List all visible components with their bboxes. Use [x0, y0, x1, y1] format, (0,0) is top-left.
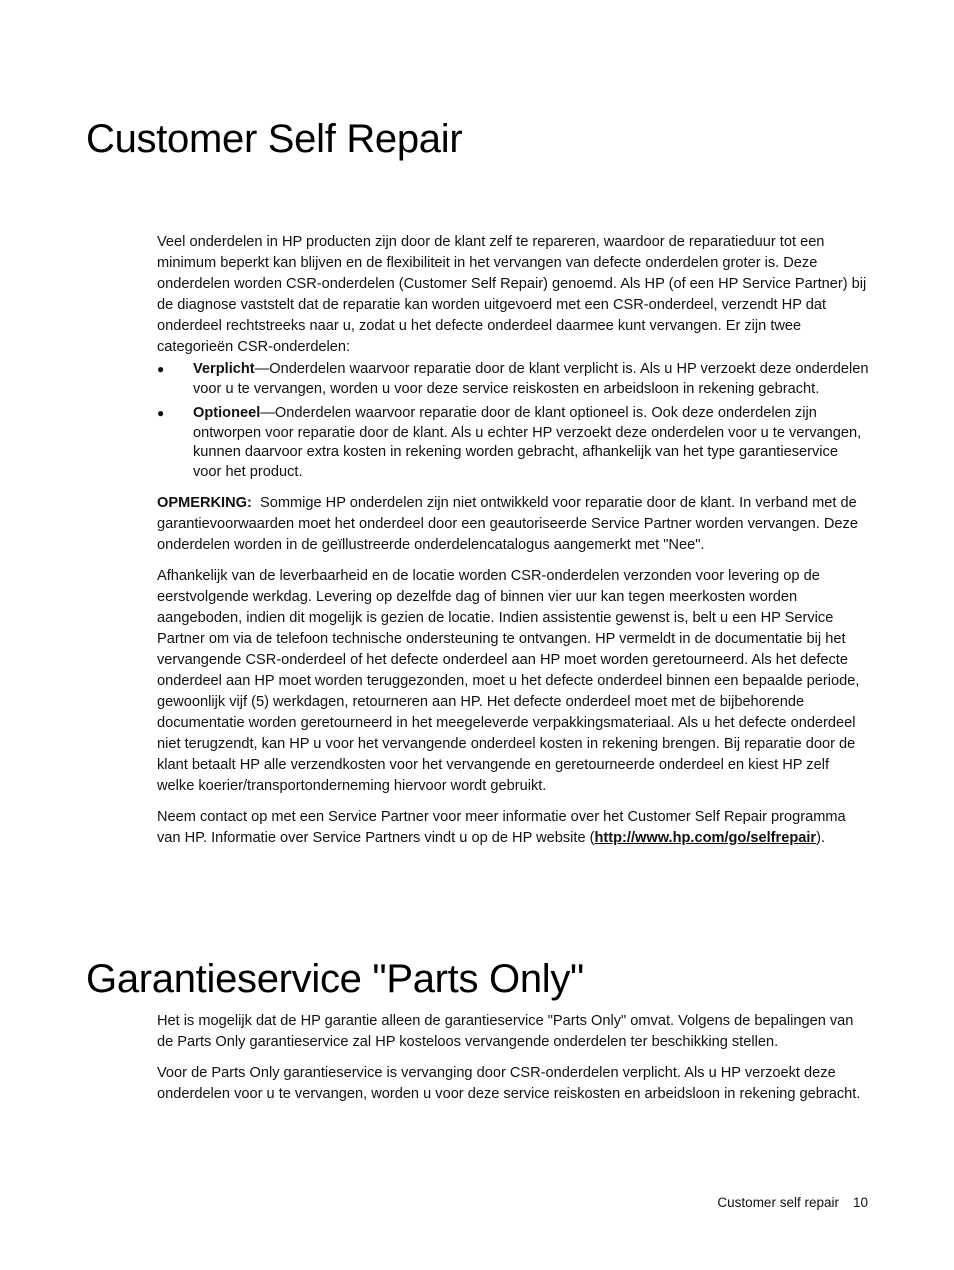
- parts-only-paragraph-2: Voor de Parts Only garantieservice is vervanging door CSR-onderdelen verplicht. Als u HP verzoekt deze onderdelen voor u te vervangen, worden u voor deze service reiskosten en arbeidsloon in rekening gebracht.: [157, 1065, 861, 1102]
- note-label: OPMERKING:: [157, 495, 252, 511]
- section-body-customer-self-repair: [157, 232, 869, 849]
- note-text: Sommige HP onderdelen zijn niet ontwikkeld voor reparatie door de klant. In verband met de garantievoorwaarden moet het onderdeel door een geautoriseerde Service Partner worden vervangen. Deze onderdelen worden in de geïllustreerde onderdelencatalogus aangemerkt met "Nee".: [157, 495, 858, 553]
- note-paragraph: [157, 493, 869, 556]
- contact-text-end: ).: [816, 830, 826, 846]
- section-title-customer-self-repair: Customer Self Repair: [86, 117, 463, 161]
- list-item-verplicht: [157, 360, 869, 399]
- list-item-optioneel: [157, 404, 869, 482]
- bullet-icon: ●: [157, 362, 165, 376]
- contact-text: Neem contact op met een Service Partner voor meer informatie over het Customer Self Repair programma van HP. Informatie over Service Partners vindt u op de HP website (: [157, 809, 846, 846]
- page-footer: [717, 1193, 868, 1213]
- csr-category-list: [157, 360, 869, 482]
- delivery-paragraph: Afhankelijk van de leverbaarheid en de locatie worden CSR-onderdelen verzonden voor levering op de eerstvolgende werkdag. Levering op dezelfde dag of binnen vier uur kan tegen meerkosten worden aangeboden, indien dit mogelijk is gezien de locatie. Indien assistentie gewenst is, belt u een HP Service Partner om via de telefoon technische ondersteuning te ontvangen. HP vermeldt in de documentatie bij het vervangende CSR-onderdeel of het defecte onderdeel aan HP moet worden geretourneerd. Als het defecte onderdeel aan HP moet worden teruggezonden, moet u het defecte onderdeel binnen een bepaalde periode, gewoonlijk vijf (5) werkdagen, retourneren aan HP. Het defecte onderdeel moet met de bijbehorende documentatie worden geretourneerd in het meegeleverde verpakkingsmateriaal. Als u het defecte onderdeel niet terugzendt, kan HP u voor het vervangende onderdeel kosten in rekening brengen. Bij reparatie door de klant betaalt HP alle verzendkosten voor het vervangende en geretourneerde onderdeel en kiest HP zelf welke koerier/transportonderneming hiervoor wordt gebruikt.: [157, 568, 860, 794]
- text-verplicht: —Onderdelen waarvoor reparatie door de klant verplicht is. Als u HP verzoekt deze onderdelen voor u te vervangen, worden u voor deze service reiskosten en arbeidsloon in rekening gebracht.: [193, 361, 869, 397]
- text-optioneel: —Onderdelen waarvoor reparatie door de klant optioneel is. Ook deze onderdelen zijn ontworpen voor reparatie door de klant. Als u echter HP verzoekt deze onderdelen voor u te vervangen, kunnen daarvoor extra kosten in rekening worden gebracht, afhankelijk van het type garantieservice voor het product.: [193, 405, 862, 480]
- term-verplicht: Verplicht: [193, 361, 255, 377]
- intro-paragraph: Veel onderdelen in HP producten zijn door de klant zelf te repareren, waardoor de reparatieduur tot een minimum beperkt kan blijven en de flexibiliteit in het vervangen van defecte onderdelen groter is. Deze onderdelen worden CSR-onderdelen (Customer Self Repair) genoemd. Als HP (of een HP Service Partner) bij de diagnose vaststelt dat de reparatie kan worden uitgevoerd met een CSR-onderdeel, verzendt HP dat onderdeel rechtstreeks naar u, zodat u het defecte onderdeel daarmee kunt vervangen. Er zijn twee categorieën CSR-onderdelen:: [157, 234, 867, 355]
- parts-only-paragraph-1: Het is mogelijk dat de HP garantie alleen de garantieservice "Parts Only" omvat. Volgens de bepalingen van de Parts Only garantieservice zal HP kosteloos vervangende onderdelen ter beschikking stellen.: [157, 1013, 854, 1050]
- term-optioneel: Optioneel: [193, 405, 261, 421]
- contact-paragraph: [157, 807, 869, 849]
- section-body-parts-only: [157, 1011, 869, 1105]
- footer-section-name: Customer self repair: [717, 1195, 839, 1210]
- selfrepair-link[interactable]: http://www.hp.com/go/selfrepair: [594, 830, 817, 846]
- bullet-icon: ●: [157, 406, 165, 420]
- section-title-parts-only: Garantieservice "Parts Only": [86, 957, 584, 1001]
- page-number: 10: [852, 1195, 868, 1210]
